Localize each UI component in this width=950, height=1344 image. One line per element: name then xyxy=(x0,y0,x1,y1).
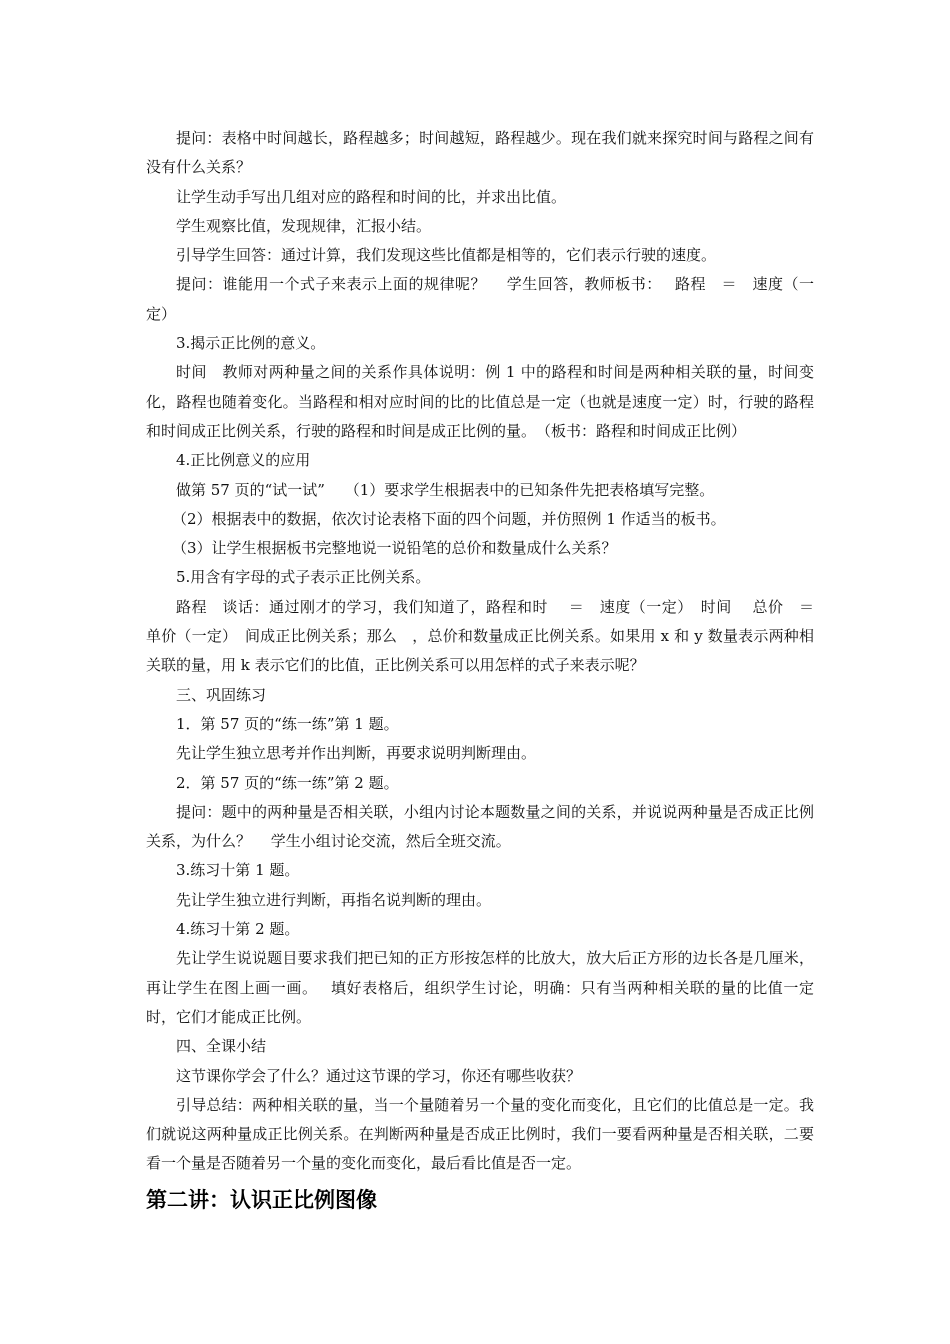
paragraph: （2）根据表中的数据，依次讨论表格下面的四个问题，并仿照例 1 作适当的板书。 xyxy=(172,509,726,528)
section-heading: 4.正比例意义的应用 xyxy=(176,451,311,470)
paragraph: 先让学生说说题目要求我们把已知的正方形按怎样的比放大，放大后正方形的边长各是几厘米，再让学生在图上画一画。 填好表格后，组织学生讨论，明确：只有当两种相关联的量的比值一定时，它们才能成正比例。 xyxy=(146,949,814,1026)
section-heading: 3.揭示正比例的意义。 xyxy=(176,334,326,353)
section-heading: 四、全课小结 xyxy=(176,1037,267,1056)
paragraph: 做第 57 页的“试一试” （1）要求学生根据表中的已知条件先把表格填写完整。 xyxy=(176,480,715,499)
paragraph: 1．第 57 页的“练一练”第 1 题。 xyxy=(176,714,399,733)
paragraph: 提问：题中的两种量是否相关联，小组内讨论本题数量之间的关系，并说说两种量是否成正比例关系，为什么？ 学生小组讨论交流，然后全班交流。 xyxy=(146,802,814,851)
paragraph: 引导学生回答：通过计算，我们发现这些比值都是相等的，它们表示行驶的速度。 xyxy=(176,246,717,265)
paragraph: 2．第 57 页的“练一练”第 2 题。 xyxy=(176,773,399,792)
section-heading: 5.用含有字母的式子表示正比例关系。 xyxy=(176,568,431,587)
paragraph: 提问：表格中时间越长，路程越多；时间越短，路程越少。现在我们就来探究时间与路程之间有没有什么关系？ xyxy=(146,129,814,177)
section-heading: 三、巩固练习 xyxy=(176,685,267,704)
paragraph: 提问：谁能用一个式子来表示上面的规律呢？ 学生回答，教师板书： 路程 ＝ 速度（一定） xyxy=(146,275,814,323)
paragraph: 先让学生独立思考并作出判断，再要求说明判断理由。 xyxy=(176,744,537,763)
paragraph: 让学生动手写出几组对应的路程和时间的比，并求出比值。 xyxy=(176,187,567,206)
document-body xyxy=(146,124,830,1217)
lecture-heading: 第二讲：认识正比例图像 xyxy=(146,1187,377,1212)
paragraph: 学生观察比值，发现规律，汇报小结。 xyxy=(176,216,432,235)
paragraph: 时间 教师对两种量之间的关系作具体说明：例 1 中的路程和时间是两种相关联的量，时间变化，路程也随着变化。当路程和相对应时间的比的比值总是一定（也就是速度一定）时，行驶的路程和时间成正比例关系，行驶的路程和时间是成正比例的量。 （板书：路程和时间成正比例） xyxy=(146,363,814,440)
paragraph: 4.练习十第 2 题。 xyxy=(176,920,300,939)
paragraph: 3.练习十第 1 题。 xyxy=(176,861,300,880)
paragraph: （3）让学生根据板书完整地说一说铅笔的总价和数量成什么关系？ xyxy=(172,539,617,558)
paragraph: 先让学生独立进行判断，再指名说判断的理由。 xyxy=(176,890,492,909)
paragraph: 引导总结：两种相关联的量，当一个量随着另一个量的变化而变化，且它们的比值总是一定。我们就说这两种量成正比例关系。在判断两种量是否成正比例时，我们一要看两种量是否相关联，二要看一个量是否随着另一个量的变化而变化，最后看比值是否一定。 xyxy=(146,1095,814,1173)
paragraph: 这节课你学会了什么？通过这节课的学习，你还有哪些收获？ xyxy=(176,1066,582,1085)
paragraph: 路程 谈话：通过刚才的学习，我们知道了，路程和时 ＝ 速度（一定） 时间 总价 ＝ 单价（一定） 间成正比例关系；那么 ，总价和数量成正比例关系。如果用 x 和 y 数量表示两种相关联的量，用 k 表示它们的比值，正比例关系可以用怎样的式子来表示呢？ xyxy=(146,597,830,675)
